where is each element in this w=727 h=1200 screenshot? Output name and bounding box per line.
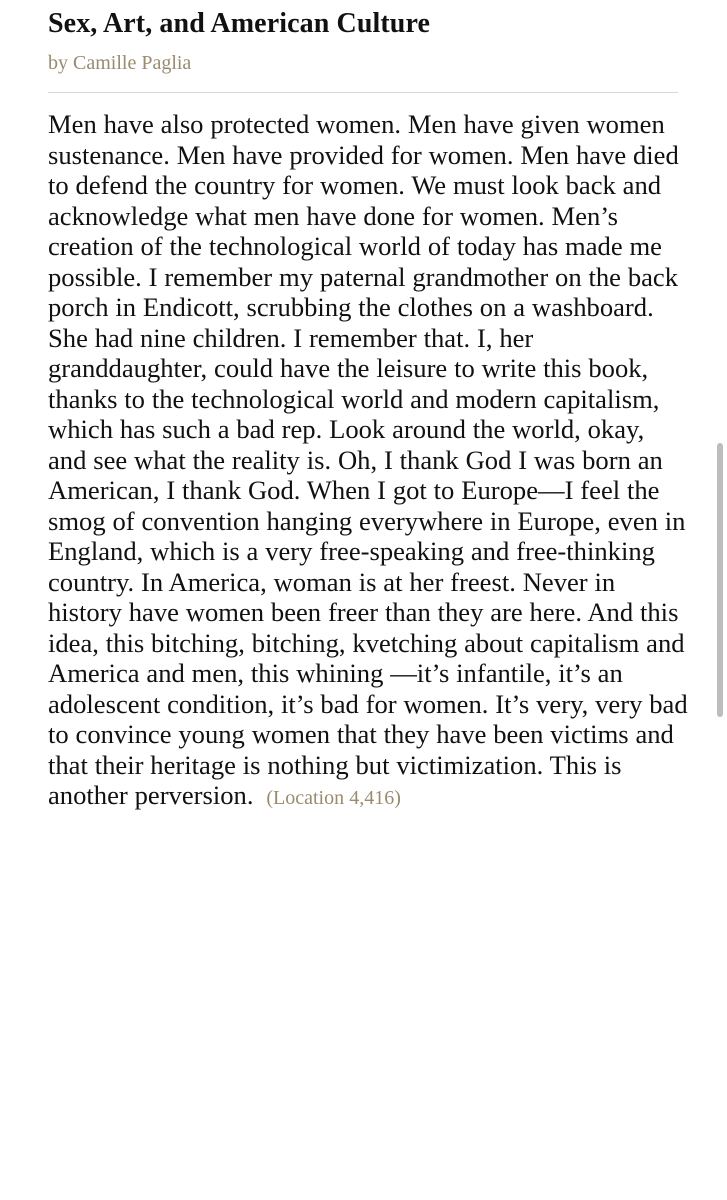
highlight-passage[interactable] <box>48 109 688 814</box>
book-title: Sex, Art, and American Culture <box>48 8 431 39</box>
highlight-text: Men have also protected women. Men have given women sustenance. Men have provided for women. Men have died to defend the country for women. We must look back and acknowledge what men have done for women. Men’s creation of the technological world of today has made me possible. I remember my paternal grandmother on the back porch in Endicott, scrubbing the clothes on a washboard. She had nine children. I remember that. I, her granddaughter, could have the leisure to write this book, thanks to the technological world and modern capitalism, which has such a bad rep. Look around the world, okay, and see what the reality is. Oh, I thank God I was born an American, I thank God. When I got to Europe—I feel the smog of convention hanging everywhere in Europe, even in England, which is a very free-speaking and free-thinking country. In America, woman is at her freest. Never in history have women been freer than they are here. And this idea, this bitching, bitching, kvetching about capitalism and America and men, this whining —it’s infantile, it’s an adolescent condition, it’s bad for women. It’s very, very bad to convince young women that they have been victims and that their heritage is nothing but victimization. This is another perversion. <box>48 109 688 810</box>
scrollbar-thumb[interactable] <box>717 443 723 717</box>
book-author: by Camille Paglia <box>48 52 192 74</box>
reader-content <box>48 0 688 814</box>
location-label[interactable]: (Location 4,416) <box>266 787 401 809</box>
header-divider <box>48 92 678 93</box>
